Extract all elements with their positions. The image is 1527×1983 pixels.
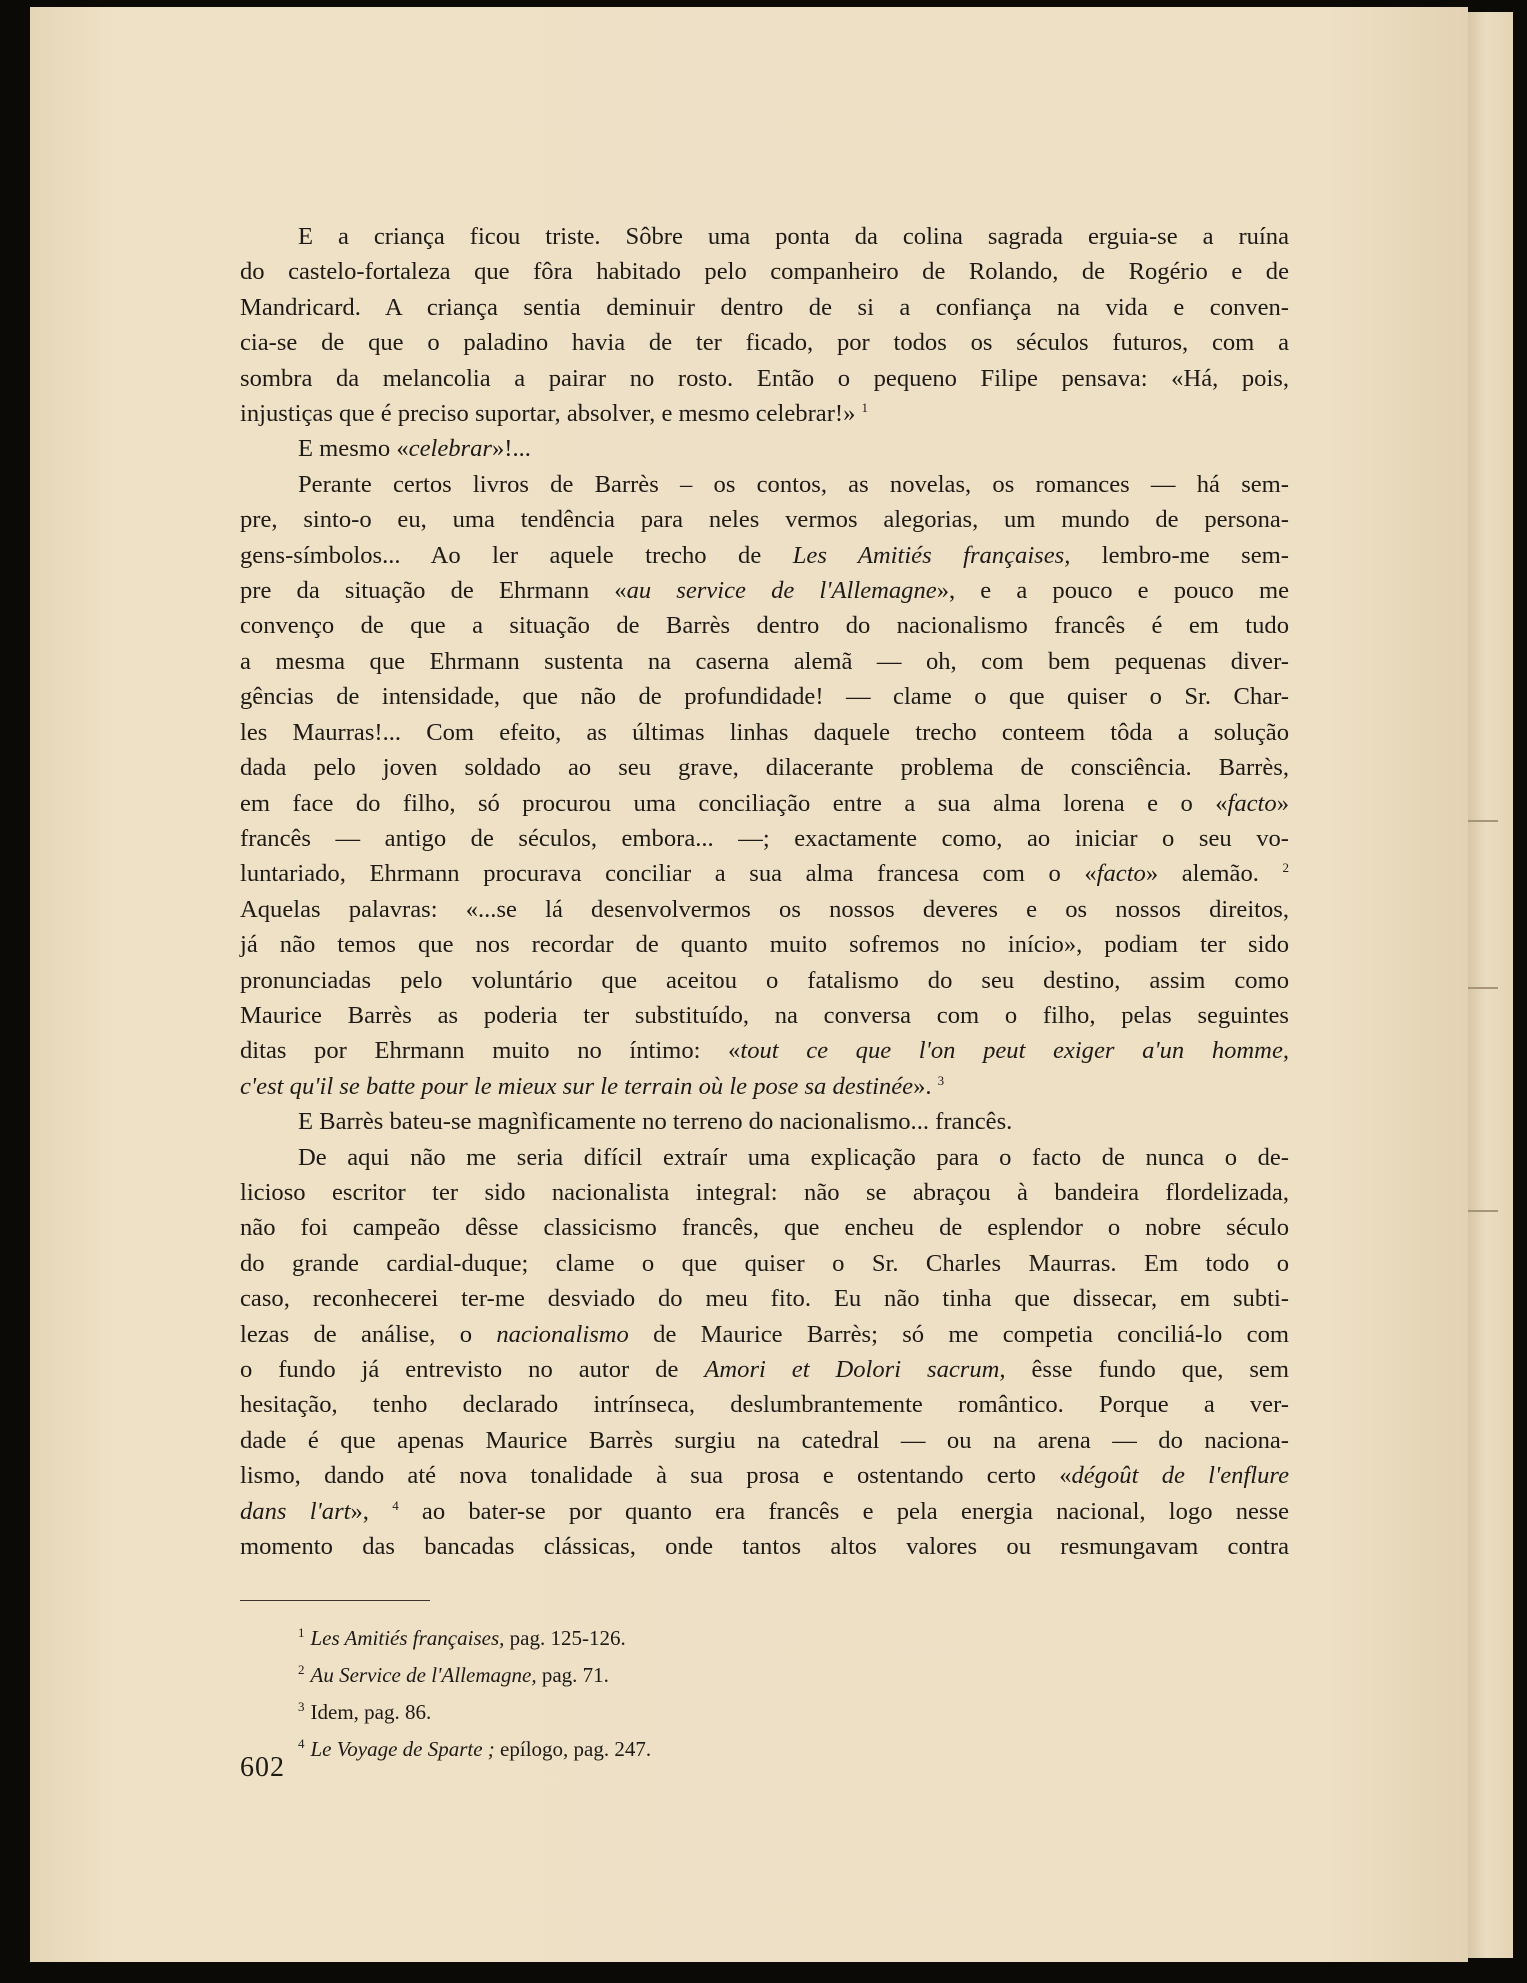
- italic-segment: celebrar: [408, 435, 492, 463]
- footnote-title: Au Service de l'Allemagne,: [310, 1663, 537, 1687]
- text-line: a mesma que Ehrmann sustenta na caserna alemã — oh, com bem pequenas diver-: [240, 647, 1289, 675]
- text-segment: em face do filho, só procurou uma conciliação entre a sua alma lorena e o «: [240, 789, 1228, 817]
- text-segment: E mesmo «: [298, 435, 409, 463]
- text-line: gências de intensidade, que não de profundidade! — clame o que quiser o Sr. Char-: [240, 683, 1289, 711]
- text-line: [240, 538, 1289, 573]
- body-text: [240, 219, 1289, 1564]
- text-segment: ».: [913, 1072, 932, 1100]
- text-segment: »: [1276, 789, 1289, 817]
- text-segment: o fundo já entrevisto no autor de: [240, 1356, 705, 1383]
- text-segment: lismo, dando até nova tonalidade à sua prosa e ostentando certo «: [240, 1462, 1072, 1490]
- footnote-text: Idem, pag. 86.: [310, 1700, 432, 1724]
- footnote-divider: [240, 1600, 430, 1601]
- text-line: [240, 1033, 1289, 1068]
- text-line-content: injustiças que é preciso suportar, absolver, e mesmo celebrar!»: [240, 400, 856, 428]
- text-line: [240, 1494, 1289, 1529]
- footnote-ref: 3: [937, 1072, 945, 1088]
- text-line: Aquelas palavras: «...se lá desenvolvermos os nossos deveres e os nossos direitos,: [240, 895, 1289, 923]
- paragraph-2: [240, 431, 1289, 466]
- text-segment: » alemão.: [1145, 860, 1259, 888]
- footnote-number: 1: [298, 1625, 305, 1640]
- page-edge-mark: [1468, 987, 1498, 989]
- footnote-number: 4: [298, 1736, 305, 1751]
- footnote-ref: 1: [861, 399, 869, 415]
- text-segment: lezas de análise, o: [240, 1320, 497, 1348]
- paragraph-3: [240, 467, 1289, 1104]
- italic-segment: facto: [1227, 789, 1277, 817]
- page-edge-mark: [1468, 820, 1498, 822]
- text-segment: êsse fundo que, sem: [1005, 1356, 1289, 1383]
- text-line: Maurice Barrès as poderia ter substituído, na conversa com o filho, pelas seguintes: [240, 1001, 1289, 1029]
- text-line: hesitação, tenho declarado intrínseca, deslumbrantemente romântico. Porque a ver-: [240, 1391, 1289, 1419]
- italic-segment: tout ce que l'on peut exiger a'un homme,: [740, 1037, 1290, 1065]
- paragraph-4: [240, 1104, 1289, 1139]
- text-line: [240, 573, 1289, 608]
- text-line: De aqui não me seria difícil extraír uma explicação para o facto de nunca o de-: [298, 1143, 1289, 1171]
- footnotes: [298, 1617, 651, 1765]
- text-line: [240, 1317, 1289, 1352]
- text-segment: luntariado, Ehrmann procurava conciliar a sua alma francesa com o «: [240, 860, 1097, 888]
- text-line: [240, 856, 1289, 891]
- text-line: E a criança ficou triste. Sôbre uma ponta da colina sagrada erguia-se a ruína: [298, 223, 1289, 250]
- text-line: pre, sinto-o eu, uma tendência para neles vermos alegorias, um mundo de persona-: [240, 506, 1289, 534]
- text-line: já não temos que nos recordar de quanto muito sofremos no início», podiam ter sido: [240, 931, 1289, 959]
- footnote-title: Les Amitiés françaises,: [310, 1626, 505, 1650]
- text-line: caso, reconhecerei ter-me desviado do meu fito. Eu não tinha que dissecar, em subti-: [240, 1285, 1289, 1313]
- text-line: do grande cardial-duque; clame o que quiser o Sr. Charles Maurras. Em todo o: [240, 1249, 1289, 1277]
- text-line: [240, 786, 1289, 821]
- text-segment: lembro-me sem-: [1070, 541, 1289, 569]
- text-line: [240, 1069, 1289, 1104]
- text-line: convenço de que a situação de Barrès dentro do nacionalismo francês é em tudo: [240, 612, 1289, 640]
- text-segment: », e a pouco e pouco me: [936, 577, 1289, 605]
- text-line: E Barrès bateu-se magnìficamente no terreno do nacionalismo... francês.: [298, 1108, 1013, 1136]
- italic-segment: dans l'art: [240, 1497, 351, 1525]
- text-segment: ditas por Ehrmann muito no íntimo: «: [240, 1037, 741, 1065]
- paragraph-5: [240, 1140, 1289, 1565]
- italic-segment: au service de l'Allemagne: [626, 577, 937, 605]
- text-line: Perante certos livros de Barrès – os contos, as novelas, os romances — há sem-: [298, 470, 1289, 498]
- text-line: do castelo-fortaleza que fôra habitado pelo companheiro de Rolando, de Rogério e de: [240, 258, 1289, 286]
- footnote-text: epílogo, pag. 247.: [494, 1737, 652, 1761]
- text-segment: »,: [350, 1497, 369, 1525]
- italic-segment: dégoût de l'enflure: [1071, 1462, 1289, 1490]
- text-line: [240, 1352, 1289, 1387]
- page-number: 602: [240, 1752, 285, 1783]
- paragraph-1: [240, 219, 1289, 431]
- footnote-number: 2: [298, 1662, 305, 1677]
- text-line: sombra da melancolia a pairar no rosto. Então o pequeno Filipe pensava: «Há, pois,: [240, 364, 1289, 392]
- footnote-ref: 4: [392, 1497, 399, 1513]
- next-page-edge: [1468, 12, 1513, 1958]
- text-line: licioso escritor ter sido nacionalista integral: não se abraçou à bandeira flordelizada,: [240, 1178, 1289, 1206]
- text-segment: »!...: [492, 435, 531, 463]
- text-line: [240, 396, 1289, 431]
- text-line: não foi campeão dêsse classicismo francês, que encheu de esplendor o nobre século: [240, 1214, 1289, 1242]
- footnote-text: pag. 71.: [536, 1663, 609, 1687]
- text-line: dade é que apenas Maurice Barrès surgiu na catedral — ou na arena — do naciona-: [240, 1426, 1289, 1454]
- text-line: les Maurras!... Com efeito, as últimas linhas daquele trecho conteem tôda a solução: [240, 718, 1289, 746]
- page-edge-mark: [1468, 1210, 1498, 1212]
- italic-segment: Les Amitiés françaises,: [792, 541, 1071, 569]
- text-line: pronunciadas pelo voluntário que aceitou o fatalismo do seu destino, assim como: [240, 966, 1289, 994]
- text-segment: de Maurice Barrès; só me competia conciliá-lo com: [628, 1320, 1289, 1348]
- footnote-3: [298, 1691, 651, 1728]
- italic-segment: Amori et Dolori sacrum,: [704, 1356, 1006, 1383]
- text-line: cia-se de que o paladino havia de ter ficado, por todos os séculos futuros, com a: [240, 329, 1289, 357]
- text-line: francês — antigo de séculos, embora... —; exactamente como, ao iniciar o seu vo-: [240, 824, 1289, 852]
- italic-segment: c'est qu'il se batte pour le mieux sur le terrain où le pose sa destinée: [240, 1072, 914, 1100]
- text-segment: gens-símbolos... Ao ler aquele trecho de: [240, 541, 793, 569]
- footnote-4: [298, 1728, 651, 1765]
- italic-segment: nacionalismo: [496, 1320, 629, 1348]
- text-segment: pre da situação de Ehrmann «: [240, 577, 627, 605]
- text-line: [240, 431, 1289, 466]
- text-line: Mandricard. A criança sentia deminuir dentro de si a confiança na vida e conven-: [240, 293, 1289, 321]
- text-line: momento das bancadas clássicas, onde tantos altos valores ou resmungavam contra: [240, 1533, 1289, 1561]
- text-line: [240, 1458, 1289, 1493]
- text-line: dada pelo joven soldado ao seu grave, dilacerante problema de consciência. Barrès,: [240, 754, 1289, 782]
- footnote-number: 3: [298, 1699, 305, 1714]
- footnote-2: [298, 1654, 651, 1691]
- footnote-ref: 2: [1282, 860, 1290, 876]
- text-segment: ao bater-se por quanto era francês e pela energia nacional, logo nesse: [398, 1497, 1290, 1525]
- footnote-1: [298, 1617, 651, 1654]
- footnote-title: Le Voyage de Sparte ;: [310, 1737, 495, 1761]
- italic-segment: facto: [1096, 860, 1146, 888]
- footnote-text: pag. 125-126.: [504, 1626, 626, 1650]
